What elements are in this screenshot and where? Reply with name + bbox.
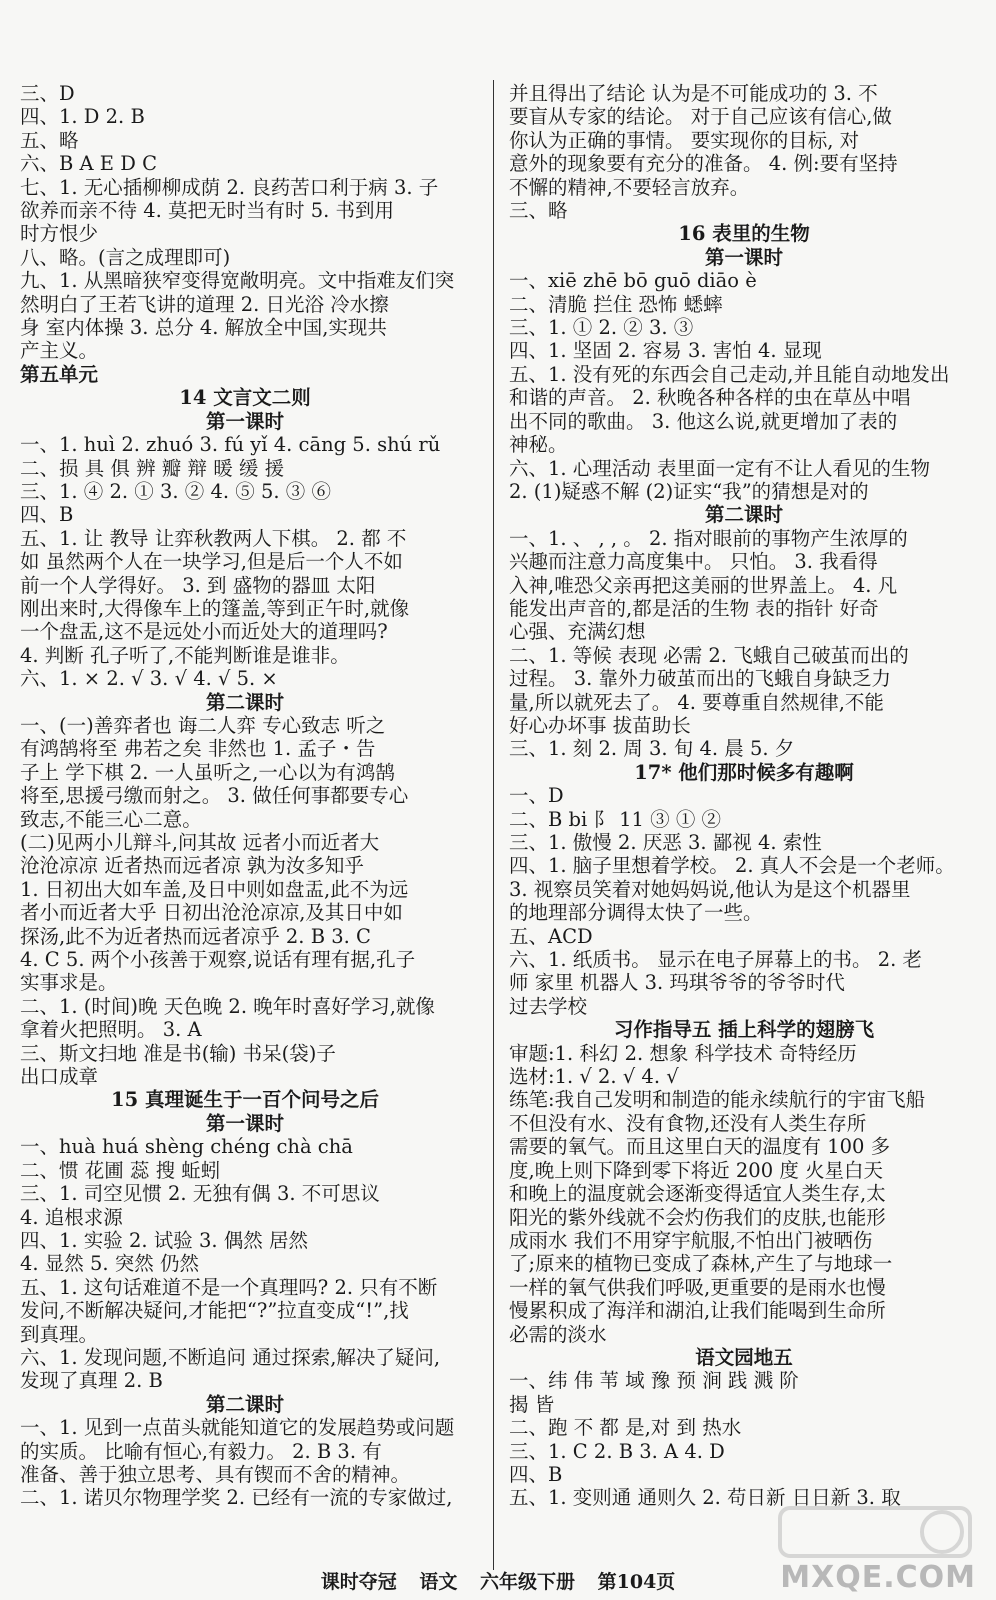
right-column bbox=[509, 82, 979, 1510]
answer-line: 审题:1. 科幻 2. 想象 科学技术 奇特经历 bbox=[509, 1041, 857, 1065]
answer-line: 4. 判断 孔子听了,不能判断谁是谁非。 bbox=[20, 643, 350, 667]
answer-line: 一、D bbox=[509, 784, 564, 808]
answer-line: 者小而近者大乎 日初出沧沧凉凉,及其日中如 bbox=[20, 901, 403, 925]
answer-line: (二)见两小儿辩斗,问其故 远者小而近者大 bbox=[20, 831, 380, 854]
answer-line: 三、略 bbox=[509, 199, 568, 223]
answer-line: 练笔:我自己发明和制造的能永续航行的宇宙飞船 bbox=[509, 1088, 926, 1112]
answer-line: 4. 显然 5. 突然 仍然 bbox=[20, 1252, 200, 1276]
section-heading: 第一课时 bbox=[205, 1111, 284, 1135]
section-heading: 第一课时 bbox=[205, 409, 284, 433]
section-heading: 15 真理诞生于一百个问号之后 bbox=[111, 1088, 379, 1112]
answer-line: 量,所以就死去了。 4. 要尊重自然规律,不能 bbox=[509, 690, 884, 714]
watermark-text: MXQE.COM bbox=[780, 1560, 976, 1595]
section-heading: 第二课时 bbox=[205, 1392, 284, 1416]
column-divider bbox=[493, 80, 494, 1570]
answer-line: 一、huà huá shèng chéng chà chā bbox=[20, 1135, 353, 1159]
answer-line: 探汤,此不为近者热而远者凉乎 2. B 3. C bbox=[20, 924, 371, 948]
answer-line: 兴趣而注意力高度集中。 只怕。 3. 我看得 bbox=[509, 550, 878, 574]
answer-line: 的实质。 比喻有恒心,有毅力。 2. B 3. 有 bbox=[20, 1439, 382, 1463]
answer-line: 到真理。 bbox=[20, 1322, 99, 1346]
answer-line: 准备、善于独立思考、具有锲而不舍的精神。 bbox=[20, 1462, 411, 1486]
answer-line: 三、1. 刻 2. 周 3. 旬 4. 晨 5. 夕 bbox=[509, 737, 795, 761]
answer-line: 前一个人学得好。 3. 到 盛物的器皿 太阳 bbox=[20, 573, 376, 597]
answer-line: 出口成章 bbox=[20, 1065, 99, 1089]
section-heading: 习作指导五 插上科学的翅膀飞 bbox=[613, 1018, 875, 1042]
answer-line: 发问,不断解决疑问,才能把“?”拉直变成“!”,找 bbox=[20, 1299, 409, 1323]
answer-line: 二、惯 花圃 蕊 搜 蚯蚓 bbox=[20, 1158, 221, 1182]
answer-line: 四、1. 坚固 2. 容易 3. 害怕 4. 显现 bbox=[509, 339, 822, 363]
answer-line: 刚出来时,大得像车上的篷盖,等到正午时,就像 bbox=[20, 596, 410, 620]
answer-line: 二、B bi 阝 11 ③ ① ② bbox=[509, 807, 722, 831]
answer-line: 过程。 3. 靠外力破茧而出的飞蛾自身缺乏力 bbox=[509, 667, 892, 691]
answer-line: 意外的现象要有充分的准备。 4. 例:要有坚持 bbox=[509, 152, 898, 176]
answer-line: 五、1. 这句话难道不是一个真理吗? 2. 只有不断 bbox=[20, 1275, 438, 1299]
answer-line: 四、B bbox=[509, 1462, 563, 1486]
answer-line: 六、1. 心理活动 表里面一定有不让人看见的生物 bbox=[509, 456, 931, 480]
answer-line: 实事求是。 bbox=[20, 971, 118, 995]
section-heading: 第二课时 bbox=[704, 503, 783, 527]
answer-line: 拿着火把照明。 3. A bbox=[20, 1018, 202, 1042]
answer-line: 一、1. 见到一点苗头就能知道它的发展趋势或问题 bbox=[20, 1416, 455, 1440]
answer-line: 必需的淡水 bbox=[509, 1322, 607, 1346]
answer-line: 七、1. 无心插柳柳成荫 2. 良药苦口利于病 3. 子 bbox=[20, 175, 439, 199]
answer-line: 三、1. 傲慢 2. 厌恶 3. 鄙视 4. 索性 bbox=[509, 831, 822, 854]
answer-line: 四、1. 脑子里想着学校。 2. 真人不会是一个老师。 bbox=[509, 854, 955, 878]
answer-line: 二、1. 诺贝尔物理学奖 2. 已经有一流的专家做过, bbox=[20, 1486, 453, 1510]
answer-line: 3. 视察员笑着对她妈妈说,他认为是这个机器里 bbox=[509, 877, 911, 901]
answer-line: 六、1. 发现问题,不断追问 通过探索,解决了疑问, bbox=[20, 1345, 441, 1369]
left-column bbox=[20, 82, 470, 1510]
answer-line: 四、1. D 2. B bbox=[20, 105, 145, 129]
answer-line: 二、跑 不 都 是,对 到 热水 bbox=[509, 1416, 742, 1440]
answer-line: 的地理部分调得太快了一些。 bbox=[509, 901, 763, 925]
answer-line: 阳光的紫外线就不会灼伤我们的皮肤,也能形 bbox=[509, 1205, 886, 1229]
answer-line: 四、1. 实验 2. 试验 3. 偶然 居然 bbox=[20, 1228, 309, 1252]
answer-line: 师 家里 机器人 3. 玛琪爷爷的爷爷时代 bbox=[509, 971, 845, 995]
answer-line: 发现了真理 2. B bbox=[20, 1369, 163, 1393]
answer-line: 有鸿鹄将至 弗若之矣 非然也 1. 孟子・告 bbox=[20, 737, 376, 761]
unit-heading: 第五单元 bbox=[20, 362, 99, 386]
answer-line: 不懈的精神,不要轻言放弃。 bbox=[509, 175, 750, 199]
answer-line: 一、1. huì 2. zhuó 3. fú yǐ 4. cāng 5. shú rǔ bbox=[20, 433, 441, 457]
answer-line: 产主义。 bbox=[20, 339, 99, 363]
answer-line: 4. C 5. 两个小孩善于观察,说话有理有据,孔子 bbox=[20, 948, 416, 972]
answer-line: 要盲从专家的结论。 对于自己应该有信心,做 bbox=[509, 105, 892, 129]
footer-page-number: 第104页 bbox=[597, 1571, 676, 1593]
answer-line: 一、(一)善弈者也 诲二人弈 专心致志 听之 bbox=[20, 713, 386, 737]
answer-line: 欲养而亲不待 4. 莫把无时当有时 5. 书到用 bbox=[20, 199, 395, 223]
answer-line: 如 虽然两个人在一块学习,但是后一个人不如 bbox=[20, 550, 403, 574]
answer-line: 五、1. 让 教导 让弈秋教两人下棋。 2. 都 不 bbox=[20, 526, 407, 550]
answer-line: 和谐的声音。 2. 秋晚各种各样的虫在草丛中唱 bbox=[509, 386, 911, 410]
answer-line: 能发出声音的,都是活的生物 表的指针 好奇 bbox=[509, 596, 879, 620]
answer-line: 过去学校 bbox=[509, 994, 588, 1018]
answer-line: 三、1. ① 2. ② 3. ③ bbox=[509, 316, 694, 340]
answer-line: 一、纬 伟 苇 域 豫 预 涧 践 溅 阶 bbox=[509, 1369, 799, 1393]
answer-line: 揭 皆 bbox=[509, 1392, 555, 1416]
answer-line: 你认为正确的事情。 要实现你的目标, 对 bbox=[509, 128, 860, 152]
answer-line: 慢累积成了海洋和湖泊,让我们能喝到生命所 bbox=[509, 1299, 886, 1323]
answer-line: 1. 日初出大如车盖,及日中则如盘盂,此不为远 bbox=[20, 877, 409, 901]
answer-line: 三、斯文扫地 准是书(输) 书呆(袋)子 bbox=[20, 1041, 336, 1065]
answer-line: 时方恨少 bbox=[20, 222, 99, 246]
answer-line: 一样的氧气供我们呼吸,更重要的是雨水也慢 bbox=[509, 1275, 886, 1299]
answer-line: 选材:1. √ 2. √ 4. √ bbox=[509, 1065, 679, 1089]
answer-line: 4. 追根求源 bbox=[20, 1205, 123, 1229]
section-heading: 语文园地五 bbox=[695, 1345, 793, 1369]
answer-line: 和晚上的温度就会逐渐变得适宜人类生存,太 bbox=[509, 1182, 886, 1206]
answer-line: 2. (1)疑惑不解 (2)证实“我”的猜想是对的 bbox=[509, 479, 869, 503]
answer-line: 八、略。(言之成理即可) bbox=[20, 245, 231, 269]
answer-line: 成雨水 我们不用穿宇航服,不怕出门被晒伤 bbox=[509, 1228, 873, 1252]
answer-line: 五、略 bbox=[20, 128, 79, 152]
answer-line: 三、1. ④ 2. ① 3. ② 4. ⑤ 5. ③ ⑥ bbox=[20, 479, 332, 503]
footer-series: 课时夺冠 bbox=[320, 1571, 397, 1593]
answer-line: 五、1. 变则通 通则久 2. 苟日新 日日新 3. 取 bbox=[509, 1486, 901, 1510]
answer-line: 五、ACD bbox=[509, 924, 593, 948]
footer-grade: 六年级下册 bbox=[479, 1571, 575, 1593]
answer-line: 身 室内体操 3. 总分 4. 解放全中国,实现共 bbox=[20, 316, 387, 340]
answer-line: 然明白了王若飞讲的道理 2. 日光浴 冷水擦 bbox=[20, 292, 389, 316]
answer-line: 了;原来的植物已变成了森林,产生了与地球一 bbox=[509, 1252, 893, 1276]
answer-line: 心强、充满幻想 bbox=[509, 620, 646, 644]
answer-line: 将至,思援弓缴而射之。 3. 做任何事都要专心 bbox=[20, 784, 409, 808]
answer-line: 九、1. 从黑暗狭窄变得宽敞明亮。文中指难友们突 bbox=[20, 269, 455, 293]
answer-line: 二、1. 等候 表现 必需 2. 飞蛾自己破茧而出的 bbox=[509, 643, 909, 667]
answer-line: 三、1. 司空见惯 2. 无独有偶 3. 不可思议 bbox=[20, 1182, 380, 1206]
answer-line: 一、1. 、 , , 。 2. 指对眼前的事物产生浓厚的 bbox=[509, 526, 908, 550]
answer-line: 二、清脆 拦住 恐怖 蟋蟀 bbox=[509, 292, 723, 316]
answer-line: 好心办坏事 拔苗助长 bbox=[509, 713, 691, 737]
answer-line: 子上 学下棋 2. 一人虽听之,一心以为有鸿鹄 bbox=[20, 760, 395, 784]
answer-line: 不但没有水、没有食物,还没有人类生存所 bbox=[509, 1111, 867, 1135]
answer-line: 一、xiē zhē bō guō diāo è bbox=[509, 269, 757, 293]
section-heading: 14 文言文二则 bbox=[179, 386, 311, 410]
answer-line: 需要的氧气。而且这里白天的温度有 100 多 bbox=[509, 1135, 891, 1159]
answer-line: 并且得出了结论 认为是不可能成功的 3. 不 bbox=[509, 82, 878, 105]
answer-line: 一个盘盂,这不是远处小而近处大的道理吗? bbox=[20, 620, 388, 644]
answer-line: 致志,不能三心二意。 bbox=[20, 807, 202, 831]
section-heading: 第二课时 bbox=[205, 690, 284, 714]
section-heading: 16 表里的生物 bbox=[678, 222, 810, 246]
answer-line: 度,晚上则下降到零下将近 200 度 火星白天 bbox=[509, 1158, 884, 1182]
answer-line: 二、损 具 俱 辨 瓣 辩 暖 缓 援 bbox=[20, 456, 285, 480]
answer-line: 沧沧凉凉 近者热而远者凉 孰为汝多知乎 bbox=[20, 854, 364, 878]
answer-line: 六、1. × 2. √ 3. √ 4. √ 5. × bbox=[20, 667, 278, 691]
answer-line: 六、B A E D C bbox=[20, 152, 157, 176]
answer-line: 四、B bbox=[20, 503, 74, 527]
answer-line: 六、1. 纸质书。 显示在电子屏幕上的书。 2. 老 bbox=[509, 948, 923, 972]
answer-line: 三、1. C 2. B 3. A 4. D bbox=[509, 1439, 725, 1463]
answer-line: 三、D bbox=[20, 82, 75, 105]
section-heading: 17* 他们那时候多有趣啊 bbox=[634, 760, 854, 784]
answer-line: 神秘。 bbox=[509, 433, 568, 457]
section-heading: 第一课时 bbox=[704, 245, 783, 269]
answer-line: 出不同的歌曲。 3. 他这么说,就更增加了表的 bbox=[509, 409, 898, 433]
answer-line: 五、1. 没有死的东西会自己走动,并且能自动地发出 bbox=[509, 362, 950, 386]
footer-subject: 语文 bbox=[419, 1571, 458, 1593]
answer-line: 入神,唯恐父亲再把这美丽的世界盖上。 4. 凡 bbox=[509, 573, 898, 597]
answer-line: 二、1. (时间)晚 天色晚 2. 晚年时喜好学习,就像 bbox=[20, 994, 435, 1018]
